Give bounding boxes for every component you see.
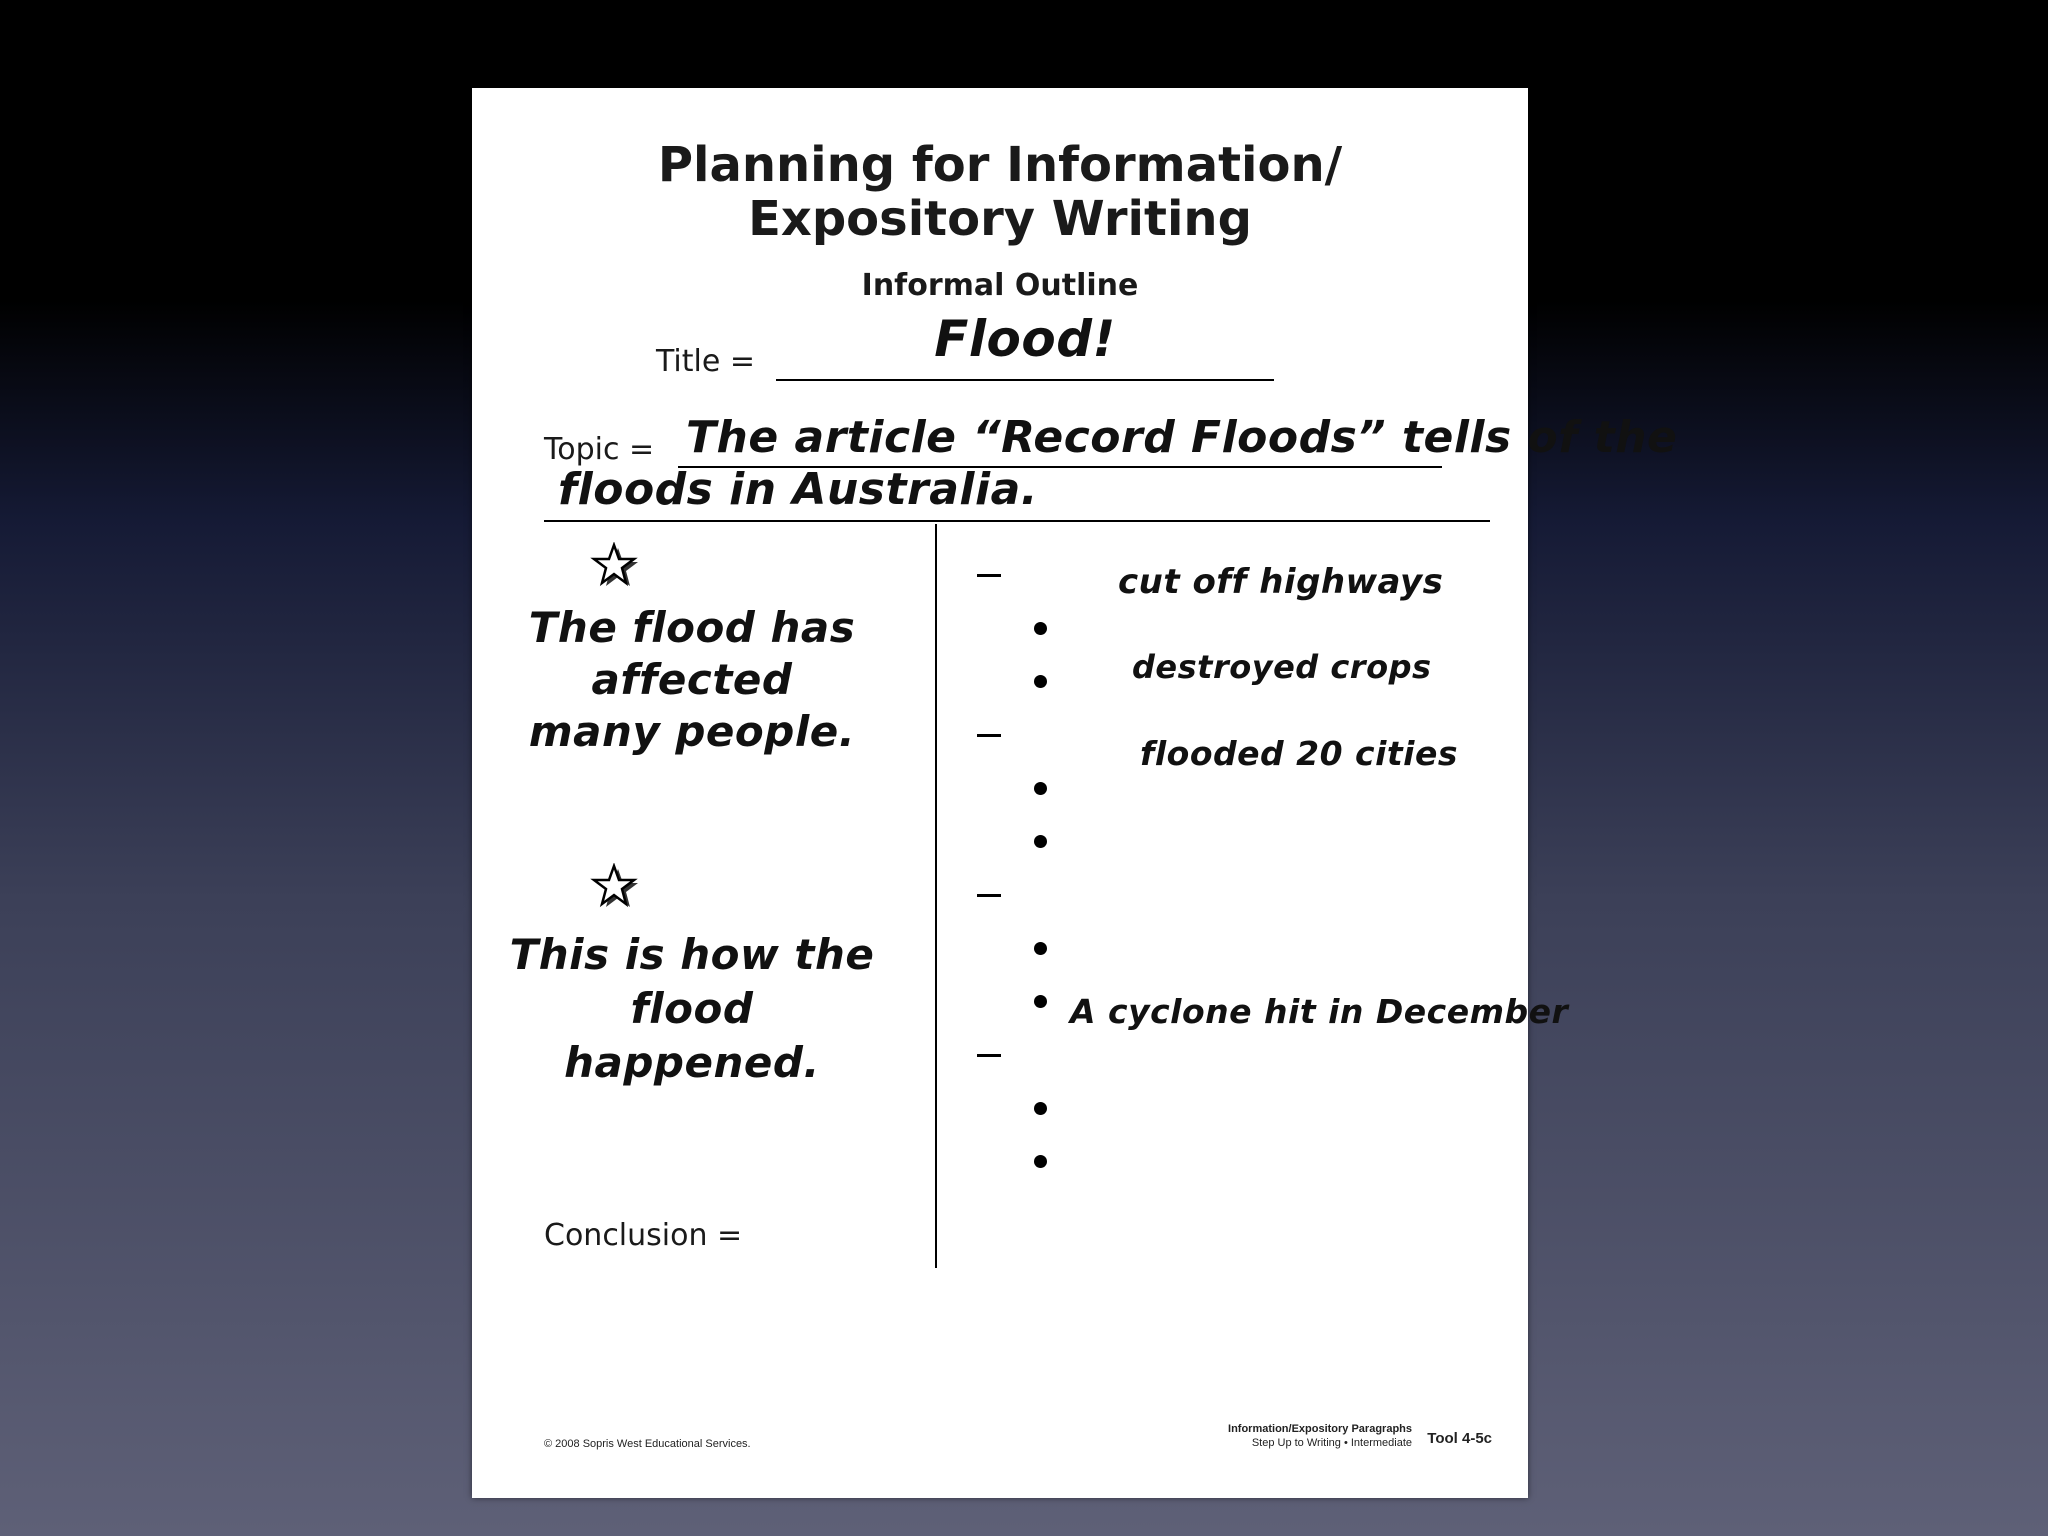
conclusion-label: Conclusion =	[544, 1218, 743, 1253]
topic-value-line-1: The article “Record Floods” tells of the	[686, 412, 1678, 463]
detail-flooded-cities: flooded 20 cities	[1140, 734, 1459, 773]
section-1-main-idea	[492, 602, 892, 758]
bullet-marker	[1034, 942, 1047, 955]
section-2-line-2: happened.	[564, 1038, 820, 1087]
star-icon	[589, 863, 643, 913]
title-value: Flood!	[934, 310, 1116, 368]
bullet-marker	[1034, 675, 1047, 688]
title-label: Title =	[656, 344, 755, 379]
bullet-marker	[1034, 1102, 1047, 1115]
dash-marker	[977, 734, 1001, 737]
dash-marker	[977, 1054, 1001, 1057]
worksheet-subtitle: Informal Outline	[861, 268, 1139, 303]
dash-marker	[977, 894, 1001, 897]
worksheet-page	[472, 88, 1678, 1498]
detail-cut-off-highways: cut off highways	[1118, 562, 1444, 602]
section-2-main-idea	[492, 928, 892, 1090]
series-line-2: Step Up to Writing • Intermediate	[1251, 1437, 1412, 1449]
bullet-marker	[1034, 1155, 1047, 1168]
bullet-marker	[1034, 835, 1047, 848]
series-info	[1112, 1422, 1412, 1450]
topic-value-line-2: floods in Australia.	[558, 464, 1038, 515]
topic-label: Topic =	[544, 432, 655, 467]
bullet-marker	[1034, 622, 1047, 635]
detail-destroyed-crops: destroyed crops	[1132, 648, 1432, 686]
title-underline	[776, 379, 1274, 381]
section-2-line-1: This is how the flood	[509, 930, 875, 1033]
section-1-line-2: many people.	[528, 707, 856, 756]
detail-cyclone: A cyclone hit in December	[1070, 992, 1569, 1031]
dash-marker	[977, 574, 1001, 577]
title-line-2: Expository Writing	[748, 191, 1252, 247]
section-1-line-1: The flood has affected	[528, 603, 856, 704]
star-icon	[589, 542, 643, 592]
column-divider	[935, 524, 937, 1268]
bullet-marker	[1034, 782, 1047, 795]
topic-underline-2	[544, 520, 1490, 522]
tool-id: Tool 4-5c	[1427, 1430, 1492, 1447]
title-line-1: Planning for Information/	[657, 137, 1343, 193]
copyright-notice: © 2008 Sopris West Educational Services.	[544, 1438, 751, 1450]
bullet-marker	[1034, 995, 1047, 1008]
series-line-1: Information/Expository Paragraphs	[1228, 1423, 1412, 1435]
worksheet-title	[472, 138, 1528, 246]
